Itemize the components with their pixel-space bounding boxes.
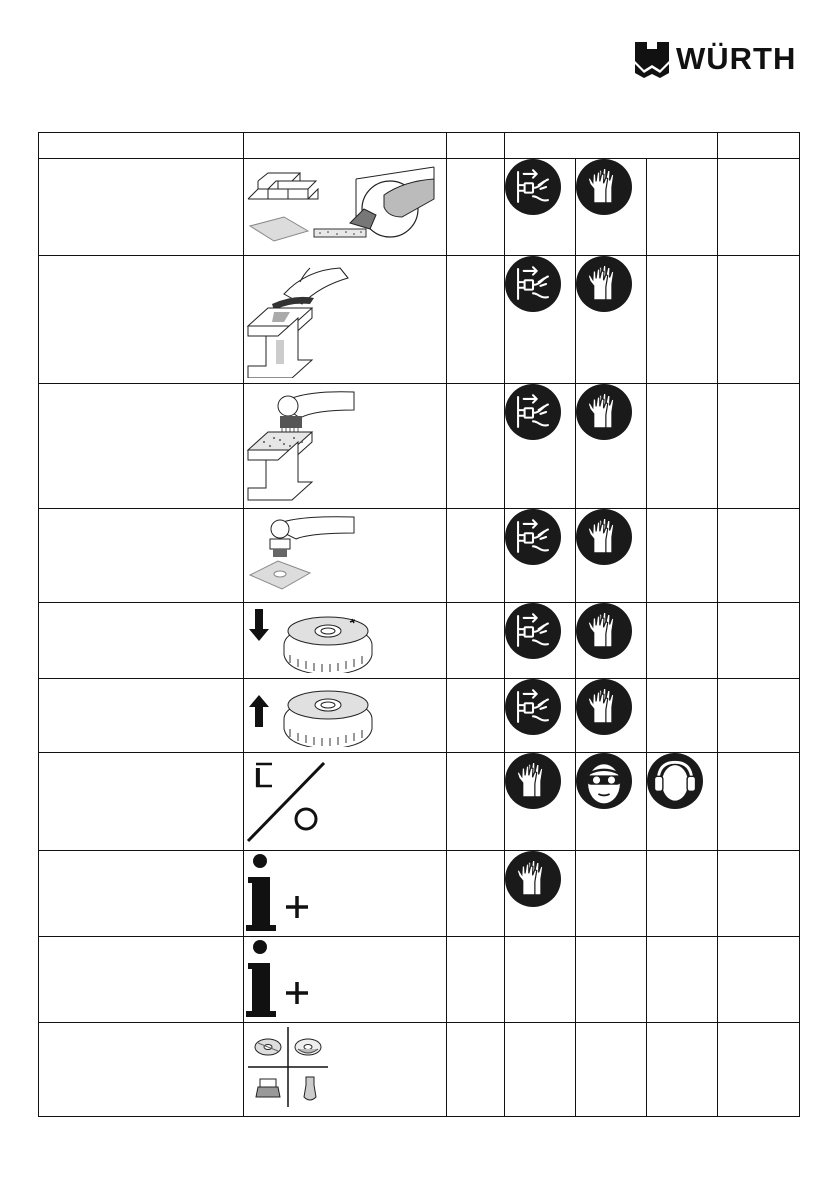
- unplug-icon: [505, 384, 561, 440]
- wire-brushing-icon: [244, 384, 440, 502]
- unplug-icon: [505, 509, 561, 565]
- header-cell: [505, 133, 718, 159]
- accessories-icon: [244, 1023, 440, 1111]
- table-row: [39, 256, 800, 384]
- table-row: [39, 384, 800, 509]
- goggles-icon: [576, 753, 632, 809]
- info-plus-icon: [244, 937, 440, 1017]
- fit-nut-icon: [244, 603, 440, 673]
- gloves-icon: [576, 603, 632, 659]
- ear-protection-icon: [647, 753, 703, 809]
- on-off-icon: [244, 753, 440, 845]
- remove-nut-icon: [244, 679, 440, 747]
- on-symbol-text: I: [254, 762, 262, 793]
- table-row: [39, 937, 800, 1023]
- unplug-icon: [505, 159, 561, 215]
- header-cell: [244, 133, 447, 159]
- table-row: [39, 603, 800, 679]
- cutting-icon: [244, 159, 440, 249]
- gloves-icon: [576, 384, 632, 440]
- table-header-row: [39, 133, 800, 159]
- gloves-icon: [505, 753, 561, 809]
- description-cell: [39, 509, 244, 603]
- gloves-icon: [576, 679, 632, 735]
- sanding-icon: [244, 509, 440, 597]
- table-row: [39, 159, 800, 256]
- header-cell: [447, 133, 505, 159]
- gloves-icon: [576, 159, 632, 215]
- gloves-icon: [576, 509, 632, 565]
- description-cell: [39, 1023, 244, 1117]
- brand-name: WÜRTH: [676, 41, 797, 76]
- gloves-icon: [505, 851, 561, 907]
- grinding-icon: [244, 256, 440, 378]
- description-cell: [39, 256, 244, 384]
- description-cell: [39, 603, 244, 679]
- table-row: [39, 679, 800, 753]
- table-row: [39, 1023, 800, 1117]
- unplug-icon: [505, 603, 561, 659]
- description-cell: [39, 384, 244, 509]
- header-cell: [39, 133, 244, 159]
- operations-table: [38, 132, 800, 1117]
- table-row: [39, 753, 800, 851]
- header-cell: [718, 133, 800, 159]
- description-cell: [39, 753, 244, 851]
- description-cell: [39, 937, 244, 1023]
- info-plus-icon: [244, 851, 440, 931]
- unplug-icon: [505, 679, 561, 735]
- gloves-icon: [576, 256, 632, 312]
- wurth-logo: [632, 38, 802, 80]
- table-row: [39, 509, 800, 603]
- unplug-icon: [505, 256, 561, 312]
- wurth-emblem-icon: [632, 38, 672, 78]
- description-cell: [39, 851, 244, 937]
- description-cell: [39, 679, 244, 753]
- table-row: [39, 851, 800, 937]
- description-cell: [39, 159, 244, 256]
